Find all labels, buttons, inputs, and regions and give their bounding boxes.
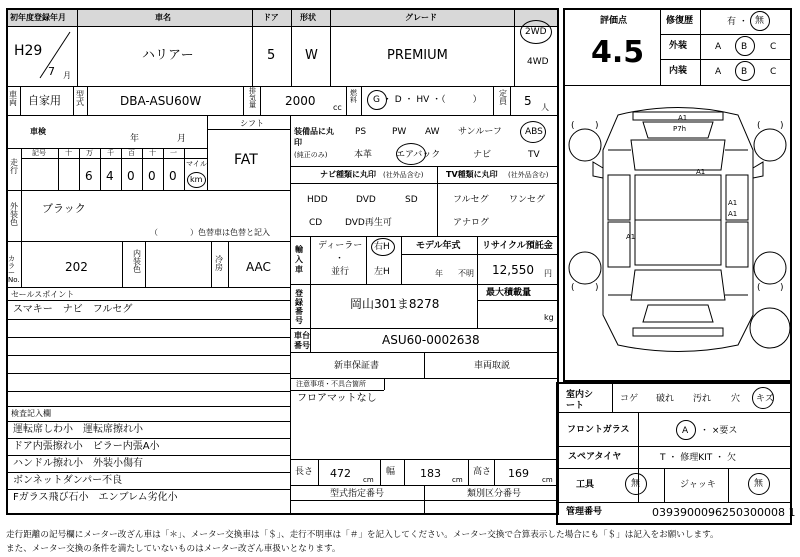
max-load-label: 最大積載量 xyxy=(486,288,532,298)
grade: PREMIUM xyxy=(387,48,448,63)
seat-tear: 破れ xyxy=(656,394,675,404)
category-label: 類別区分番号 xyxy=(467,489,522,499)
mileage-label: 走行 xyxy=(10,158,18,175)
damage-mark-right-rear: A1 xyxy=(728,210,738,218)
model-year-suffix: 年 xyxy=(435,269,443,278)
car-name: ハリアー xyxy=(142,48,194,63)
tv-oneseg: ワンセグ xyxy=(509,195,546,205)
equip-abs: ABS xyxy=(525,127,543,137)
ext-a: A xyxy=(715,42,722,52)
repair-none: 無 xyxy=(755,16,765,26)
car-damage-diagram xyxy=(563,90,792,380)
damage-mark-left: A1 xyxy=(626,233,636,241)
int-b: B xyxy=(741,67,748,77)
ext-b: B xyxy=(741,42,748,52)
chassis: ASU60-0002638 xyxy=(382,333,480,347)
color-no-label: カラーNo. xyxy=(8,255,20,284)
reg-number: 岡山301ま8278 xyxy=(350,297,440,311)
capacity-unit: 人 xyxy=(541,103,549,112)
height: 169 xyxy=(508,467,529,480)
damage-mark-hood: A1 xyxy=(696,168,706,176)
spare-opts: T ・ 修理KIT ・ 欠 xyxy=(660,453,736,463)
reg-number-label: 登録番号 xyxy=(295,289,303,325)
model-label: 型式 xyxy=(76,90,84,107)
equipment-label-sub: (純正のみ) xyxy=(294,151,328,159)
seat-label: 室内シート xyxy=(566,390,594,411)
fuel-options: G ・ D ・ HV ・（ ） xyxy=(373,95,482,105)
color-note: （ ）色替車は色替と記入 xyxy=(150,228,270,237)
navi-header-sub: (社外品含む) xyxy=(383,171,424,179)
capacity: 5 xyxy=(524,94,532,108)
inspection-line-0: 運転席しわ小 運転席擦れ小 xyxy=(13,424,143,435)
svg-text:): ) xyxy=(780,121,784,131)
mileage-digit-3: 0 xyxy=(127,169,135,183)
length-label: 長さ xyxy=(295,467,314,477)
shape: W xyxy=(305,48,318,63)
tv-fullseg: フルセグ xyxy=(453,195,489,205)
glass-label: フロントガラス xyxy=(567,425,630,435)
model: DBA-ASU60W xyxy=(120,94,202,108)
type-designation-label: 型式指定番号 xyxy=(330,489,385,499)
repair-opts: 有 ・ xyxy=(727,17,748,27)
footer-line-1: 走行距離の記号欄にメーター改ざん車は「＊」、メーター交換車は「＄」、走行不明車は「＃」を記入してください。メーター交換で合算表示した場合にも「＄」は記入をお願いします。 xyxy=(6,530,719,540)
ac-label: 冷房 xyxy=(215,255,223,272)
km-unit: km xyxy=(190,175,203,184)
navi-hdd: HDD xyxy=(307,195,328,205)
car-name-label: 車名 xyxy=(155,13,171,22)
shaken-month-suffix: 月 xyxy=(177,134,187,144)
score: 4.5 xyxy=(591,35,645,70)
digit-header-1: 十 xyxy=(65,149,72,157)
svg-text:): ) xyxy=(595,283,599,293)
navi-header: ナビ種類に丸印 xyxy=(320,170,376,179)
mileage-digit-5: 0 xyxy=(169,169,177,183)
notes: フロアマットなし xyxy=(297,393,377,404)
notes-label: 注意事項・不具合箇所 xyxy=(296,380,366,388)
seat-dirt: 汚れ xyxy=(693,394,712,404)
color-no: 202 xyxy=(65,260,88,274)
damage-mark-bumper: P7h xyxy=(673,125,687,133)
glass-rest: ・ ×要ス xyxy=(700,426,738,436)
navi-dvd: DVD xyxy=(356,195,376,205)
door-label: ドア xyxy=(263,13,279,22)
height-label: 高さ xyxy=(473,467,492,477)
tv-header-sub: (社外品含む) xyxy=(508,171,549,179)
footer-line-2: また、メーター交換の条件を満たしていないものはメーター改ざん車扱いとなります。 xyxy=(6,544,341,554)
doors: 5 xyxy=(267,48,276,63)
equip-navi: ナビ xyxy=(473,150,492,160)
reg-year: H29 xyxy=(14,43,43,59)
recycle-label: リサイクル預託金 xyxy=(482,241,553,251)
displacement: 2000 xyxy=(285,94,316,108)
digit-header-7: マイル xyxy=(186,160,207,168)
digit-header-6: 一 xyxy=(170,149,177,157)
svg-text:(: ( xyxy=(757,283,761,293)
recycle: 12,550 xyxy=(492,263,534,277)
equip-aw: AW xyxy=(425,127,440,137)
shaken-label: 車検 xyxy=(30,127,46,136)
int-a: A xyxy=(715,67,722,77)
equip-tv: TV xyxy=(528,150,540,160)
navi-dvd-play: DVD再生可 xyxy=(345,218,392,228)
digit-header-2: 万 xyxy=(86,149,93,157)
grade-label: グレード xyxy=(405,13,437,22)
fuel-label: 燃料 xyxy=(350,89,357,104)
tv-analog: アナログ xyxy=(453,218,490,228)
height-cm: cm xyxy=(542,476,553,484)
use-label: 車両 xyxy=(9,90,17,107)
color: ブラック xyxy=(42,202,86,215)
first-reg-label: 初年度登録年月 xyxy=(10,13,66,22)
width: 183 xyxy=(420,467,441,480)
shift-label: シフト xyxy=(240,119,264,128)
ext-c: C xyxy=(770,42,777,52)
equip-leather: 本革 xyxy=(354,150,373,160)
damage-mark-right-front: A1 xyxy=(728,199,738,207)
digit-header-4: 百 xyxy=(128,149,135,157)
tv-header: TV種類に丸印 xyxy=(446,170,498,179)
equip-airbag: エアバック xyxy=(396,150,441,160)
digit-header-3: 千 xyxy=(107,149,114,157)
recycle-yen: 円 xyxy=(544,269,552,278)
mgmt-number: 0393900096250300008 1 xyxy=(652,506,796,519)
jack-label: ジャッキ xyxy=(680,480,716,490)
mileage-digit-2: 4 xyxy=(106,169,114,183)
glass-a: A xyxy=(682,426,689,436)
color-label: 外装色 xyxy=(10,202,18,227)
tools-none: 無 xyxy=(631,479,641,489)
manual: 車両取説 xyxy=(474,361,511,371)
interior-label: 内装 xyxy=(669,66,688,76)
navi-cd: CD xyxy=(309,218,323,228)
digit-header-0: 記号 xyxy=(32,149,46,157)
score-label: 評価点 xyxy=(600,16,628,26)
damage-mark-front: A1 xyxy=(678,114,688,122)
digit-header-5: 十 xyxy=(149,149,156,157)
seat-scratch: キズ xyxy=(756,394,774,404)
cc-unit: cc xyxy=(333,103,342,112)
int-c: C xyxy=(770,67,777,77)
svg-text:(: ( xyxy=(571,283,575,293)
width-label: 幅 xyxy=(386,467,396,477)
width-cm: cm xyxy=(452,476,463,484)
reg-month-unit: 月 xyxy=(63,71,71,80)
reg-month: 7 xyxy=(48,65,55,78)
model-year-label: モデル年式 xyxy=(416,241,461,251)
equip-sunroof: サンルーフ xyxy=(458,127,502,137)
svg-text:): ) xyxy=(780,283,784,293)
drive-2wd: 2WD xyxy=(525,27,547,37)
capacity-label: 定員 xyxy=(499,89,507,106)
equipment-label: 装備品に丸印 xyxy=(294,127,334,147)
displacement-label: 排気量 xyxy=(249,87,256,109)
jack-none: 無 xyxy=(754,479,764,489)
shape-label: 形状 xyxy=(300,13,316,22)
import-parallel: 並行 xyxy=(331,267,350,277)
import-right-h: 右H xyxy=(374,242,390,252)
sales-points: スマキー ナビ フルセグ xyxy=(13,304,133,315)
length: 472 xyxy=(330,467,351,480)
ac: AAC xyxy=(246,260,271,274)
mgmt-label: 管理番号 xyxy=(566,507,603,517)
mileage-digit-4: 0 xyxy=(148,169,156,183)
import-left-h: 左H xyxy=(374,267,390,277)
svg-text:(: ( xyxy=(757,121,761,131)
import-dealer: ディーラー xyxy=(318,241,363,251)
spare-label: スペアタイヤ xyxy=(568,452,622,462)
seat-burn: コゲ xyxy=(620,394,639,404)
max-load-kg: kg xyxy=(544,313,554,322)
navi-sd: SD xyxy=(405,195,418,205)
svg-text:): ) xyxy=(595,121,599,131)
equip-ps: PS xyxy=(355,127,367,137)
sales-points-label: セールスポイント xyxy=(11,290,75,299)
import-dot: ・ xyxy=(335,254,345,264)
svg-text:(: ( xyxy=(571,121,575,131)
repair-label: 修復歴 xyxy=(666,16,694,26)
equip-pw: PW xyxy=(392,127,407,137)
inspection-line-2: ハンドル擦れ小 外装小傷有 xyxy=(13,458,143,469)
length-cm: cm xyxy=(363,476,374,484)
inspection-line-1: ドア内張擦れ小 ピラー内張A小 xyxy=(13,441,160,452)
chassis-label: 車台番号 xyxy=(294,331,310,350)
tools-label: 工具 xyxy=(576,480,595,490)
inspection-line-4: Fガラス飛び石小 エンブレム劣化小 xyxy=(13,492,178,503)
shift: FAT xyxy=(234,152,258,168)
shaken-year-suffix: 年 xyxy=(130,134,140,144)
inspection-line-3: ボンネットダンパー不良 xyxy=(13,475,123,486)
mileage-digit-1: 6 xyxy=(85,169,93,183)
import-label: 輸入車 xyxy=(295,245,303,274)
drive-4wd: 4WD xyxy=(527,57,549,67)
exterior-label: 外装 xyxy=(669,41,688,51)
model-year-unknown: 不明 xyxy=(458,269,474,278)
warranty: 新車保証書 xyxy=(334,361,380,371)
seat-hole: 穴 xyxy=(731,394,741,404)
interior-color-label: 内装色 xyxy=(133,249,141,274)
inspection-label: 検査記入欄 xyxy=(11,409,51,418)
use-value: 自家用 xyxy=(28,94,61,107)
